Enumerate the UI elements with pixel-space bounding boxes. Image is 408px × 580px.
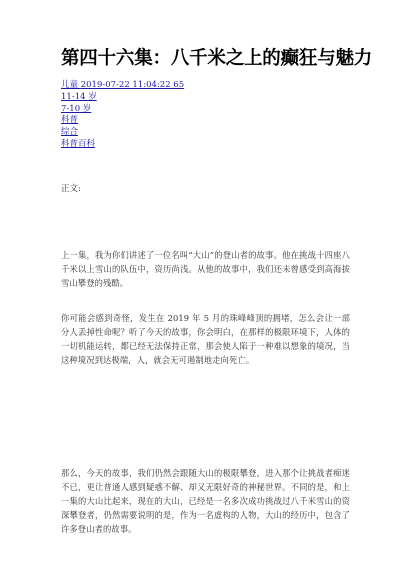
- tag-link-age-11-14[interactable]: 11-14 岁: [61, 91, 97, 102]
- tag-link-age-7-10[interactable]: 7-10 岁: [61, 103, 92, 114]
- paragraph-2: 你可能会感到奇怪，发生在 2019 年 5 月的珠峰峰顶的拥堵，怎么会让一部分人丢掉性命呢？听了今天的故事，你会明白，在那样的极限环境下，人体的一切机能运转，都已经无法保持正常，那会使人陷于一种难以想象的境况，当这种境况到达极端，人，就会无可遏制地走向死亡。: [61, 313, 350, 366]
- body-section-label: 正文:: [61, 184, 81, 194]
- paragraph-1: 上一集，我为你们讲述了一位名叫“大山”的登山者的故事。他在挑战十四座八千米以上雪山的队伍中，资历尚浅。从他的故事中，我们还未曾感受到高海拔雪山攀登的残酷。: [61, 250, 350, 289]
- publish-datetime: 2019-07-22 11:04:22 65: [80, 80, 185, 90]
- tag-link-science[interactable]: 科普: [61, 115, 79, 126]
- article-title: 第四十六集：八千米之上的癫狂与魅力: [61, 48, 373, 69]
- paragraph-3: 那么，今天的故事，我们仍然会跟随大山的极限攀登，进入那个让挑战者痴迷不已，更让普通人感到疑惑不解、却又无限好奇的神秘世界。不同的是，和上一集的大山比起来，现在的大山，已经是一名多次成功挑战过八千米雪山的资深攀登者，仍然需要说明的是，作为一名虚构的人物，大山的经历中，包含了许多登山者的故事。: [61, 468, 350, 535]
- article-meta: [61, 80, 184, 151]
- tag-link-encyclopedia[interactable]: 科普百科: [61, 138, 96, 149]
- author-line: [61, 80, 184, 92]
- author-link[interactable]: 儿童: [61, 80, 79, 90]
- tag-link-general[interactable]: 综合: [61, 127, 79, 138]
